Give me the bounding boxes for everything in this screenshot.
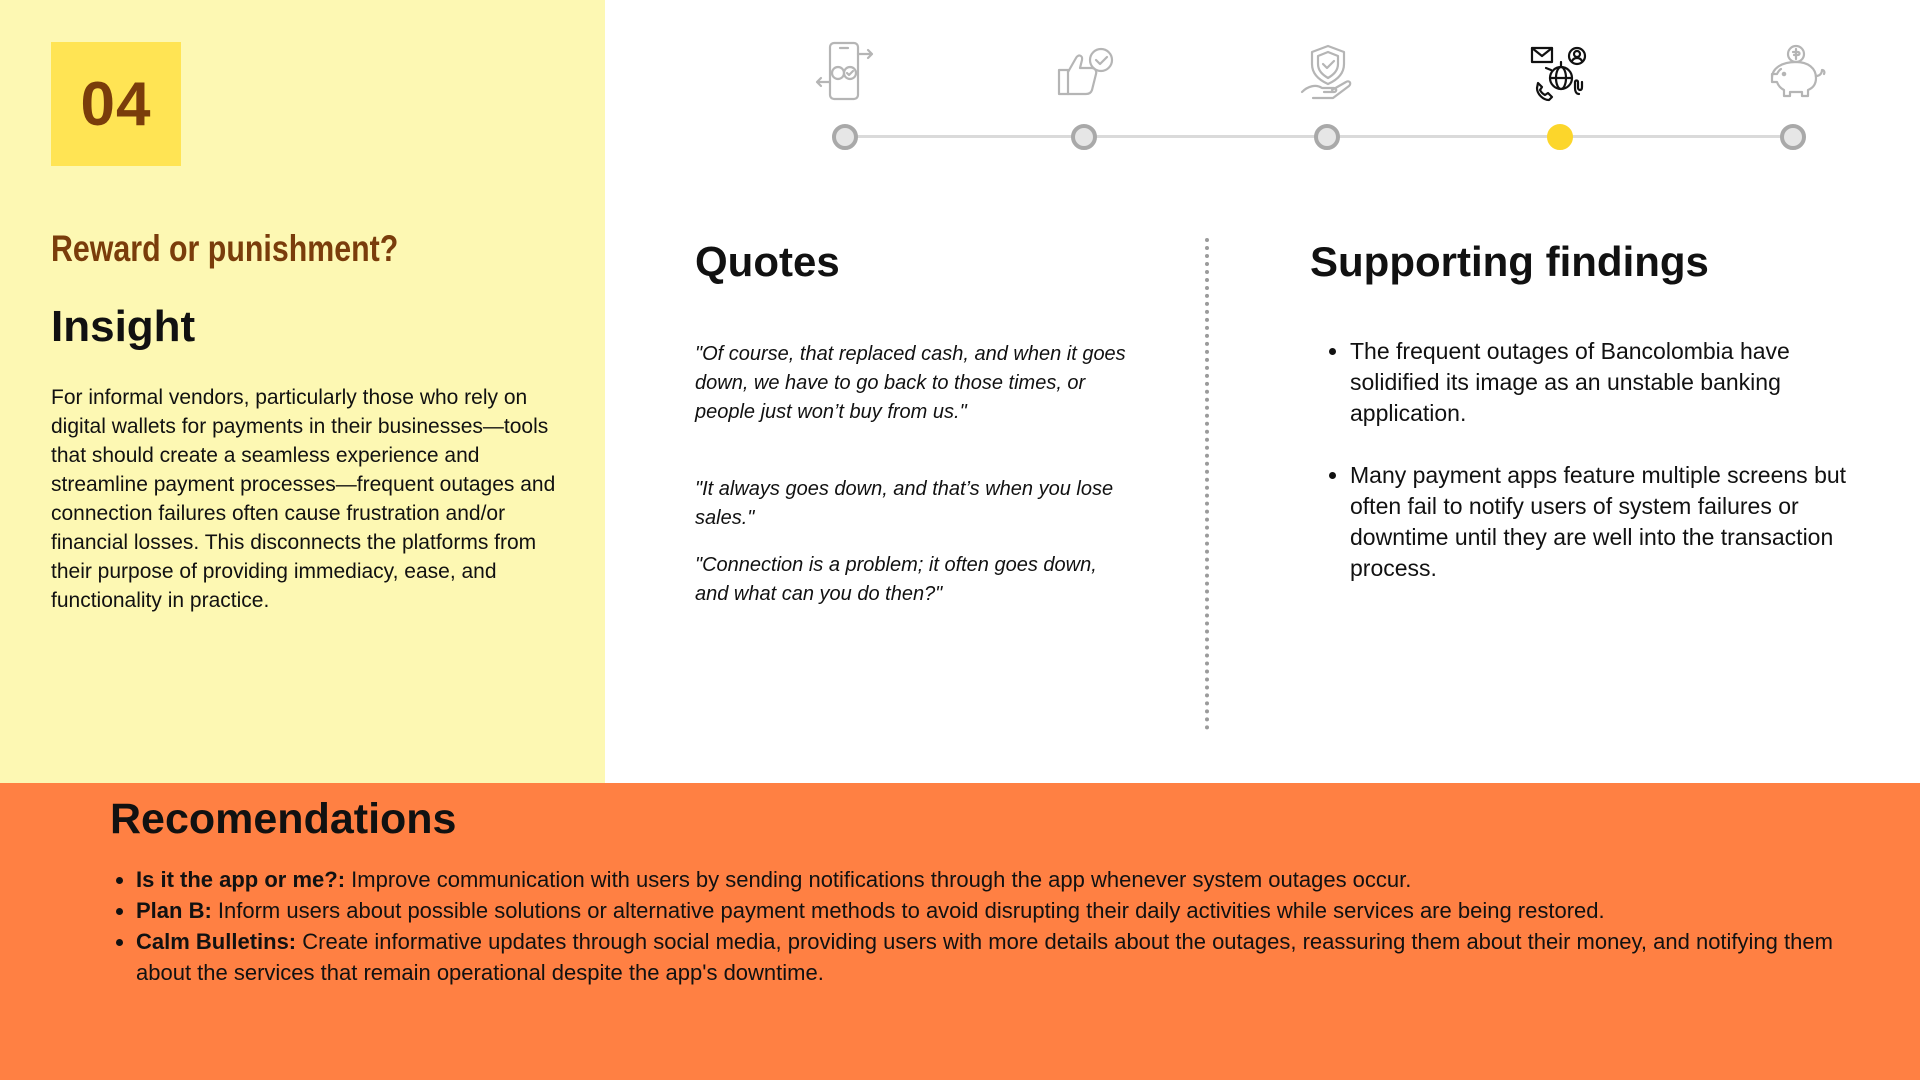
- timeline-step-5: [1752, 40, 1832, 160]
- recommendation-item: [136, 895, 1876, 926]
- insight-subtitle: Reward or punishment?: [51, 228, 399, 269]
- finding-item: • The frequent outages of Bancolombia have solidified its image as an unstable banking application.: [1350, 336, 1880, 429]
- recommendation-text: Inform users about possible solutions or alternative payment methods to avoid disrupting their daily activities while services are being restored.: [211, 898, 1605, 923]
- finding-item: • Many payment apps feature multiple screens but often fail to notify users of system failures or downtime until they are well into the transaction process.: [1350, 460, 1880, 584]
- timeline-dot-5[interactable]: [1780, 124, 1806, 150]
- journey-timeline: [800, 40, 1840, 160]
- recommendation-item: [136, 864, 1876, 895]
- quotes-list: [695, 340, 1135, 609]
- recommendation-label: Plan B:: [136, 898, 212, 923]
- quotes-title: Quotes: [695, 238, 840, 285]
- shield-hand-icon: [1296, 40, 1360, 106]
- quote-item: "Of course, that replaced cash, and when it goes down, we have to go back to those times, or people just won’t buy from us.": [695, 343, 1126, 423]
- findings-list: [1318, 336, 1880, 615]
- recommendation-label: Is it the app or me?:: [136, 867, 346, 892]
- timeline-step-2: [1043, 40, 1123, 160]
- quote-item: "Connection is a problem; it often goes down, and what can you do then?": [695, 554, 1097, 605]
- insight-title: Insight: [51, 302, 196, 351]
- recommendations-title: Recomendations: [110, 795, 457, 843]
- recommendation-text: Improve communication with users by sending notifications through the app whenever system outages occur.: [345, 867, 1412, 892]
- thumbs-up-check-icon: [1053, 40, 1117, 106]
- recommendation-text: Create informative updates through social media, providing users with more details about the outages, reassuring them about their money, and notifying them about the services that remain operational despite the app's downtime.: [136, 929, 1833, 985]
- findings-title: Supporting findings: [1310, 238, 1709, 285]
- step-number: 04: [80, 69, 152, 139]
- timeline-dot-1[interactable]: [832, 124, 858, 150]
- timeline-dot-3[interactable]: [1314, 124, 1340, 150]
- timeline-dot-4[interactable]: [1547, 124, 1573, 150]
- global-communication-icon: [1529, 40, 1593, 106]
- step-number-badge: [51, 42, 181, 166]
- insight-body: For informal vendors, particularly those who rely on digital wallets for payments in their businesses—tools that should create a seamless experience and streamline payment processes—frequent outages and connection failures often cause frustration and/or financial losses. This disconnects the platforms from their purpose of providing immediacy, ease, and functionality in practice.: [51, 386, 556, 612]
- timeline-step-1: [804, 40, 884, 160]
- recommendation-item: [136, 926, 1876, 988]
- piggy-bank-icon: [1762, 40, 1832, 106]
- mobile-payment-icon: [814, 40, 878, 106]
- timeline-dot-2[interactable]: [1071, 124, 1097, 150]
- timeline-step-3: [1286, 40, 1366, 160]
- recommendation-label: Calm Bulletins:: [136, 929, 297, 954]
- timeline-step-4: [1519, 40, 1599, 160]
- quote-item: "It always goes down, and that’s when you lose sales.": [695, 478, 1114, 529]
- column-divider: [1205, 238, 1209, 730]
- recommendations-list: [110, 864, 1876, 988]
